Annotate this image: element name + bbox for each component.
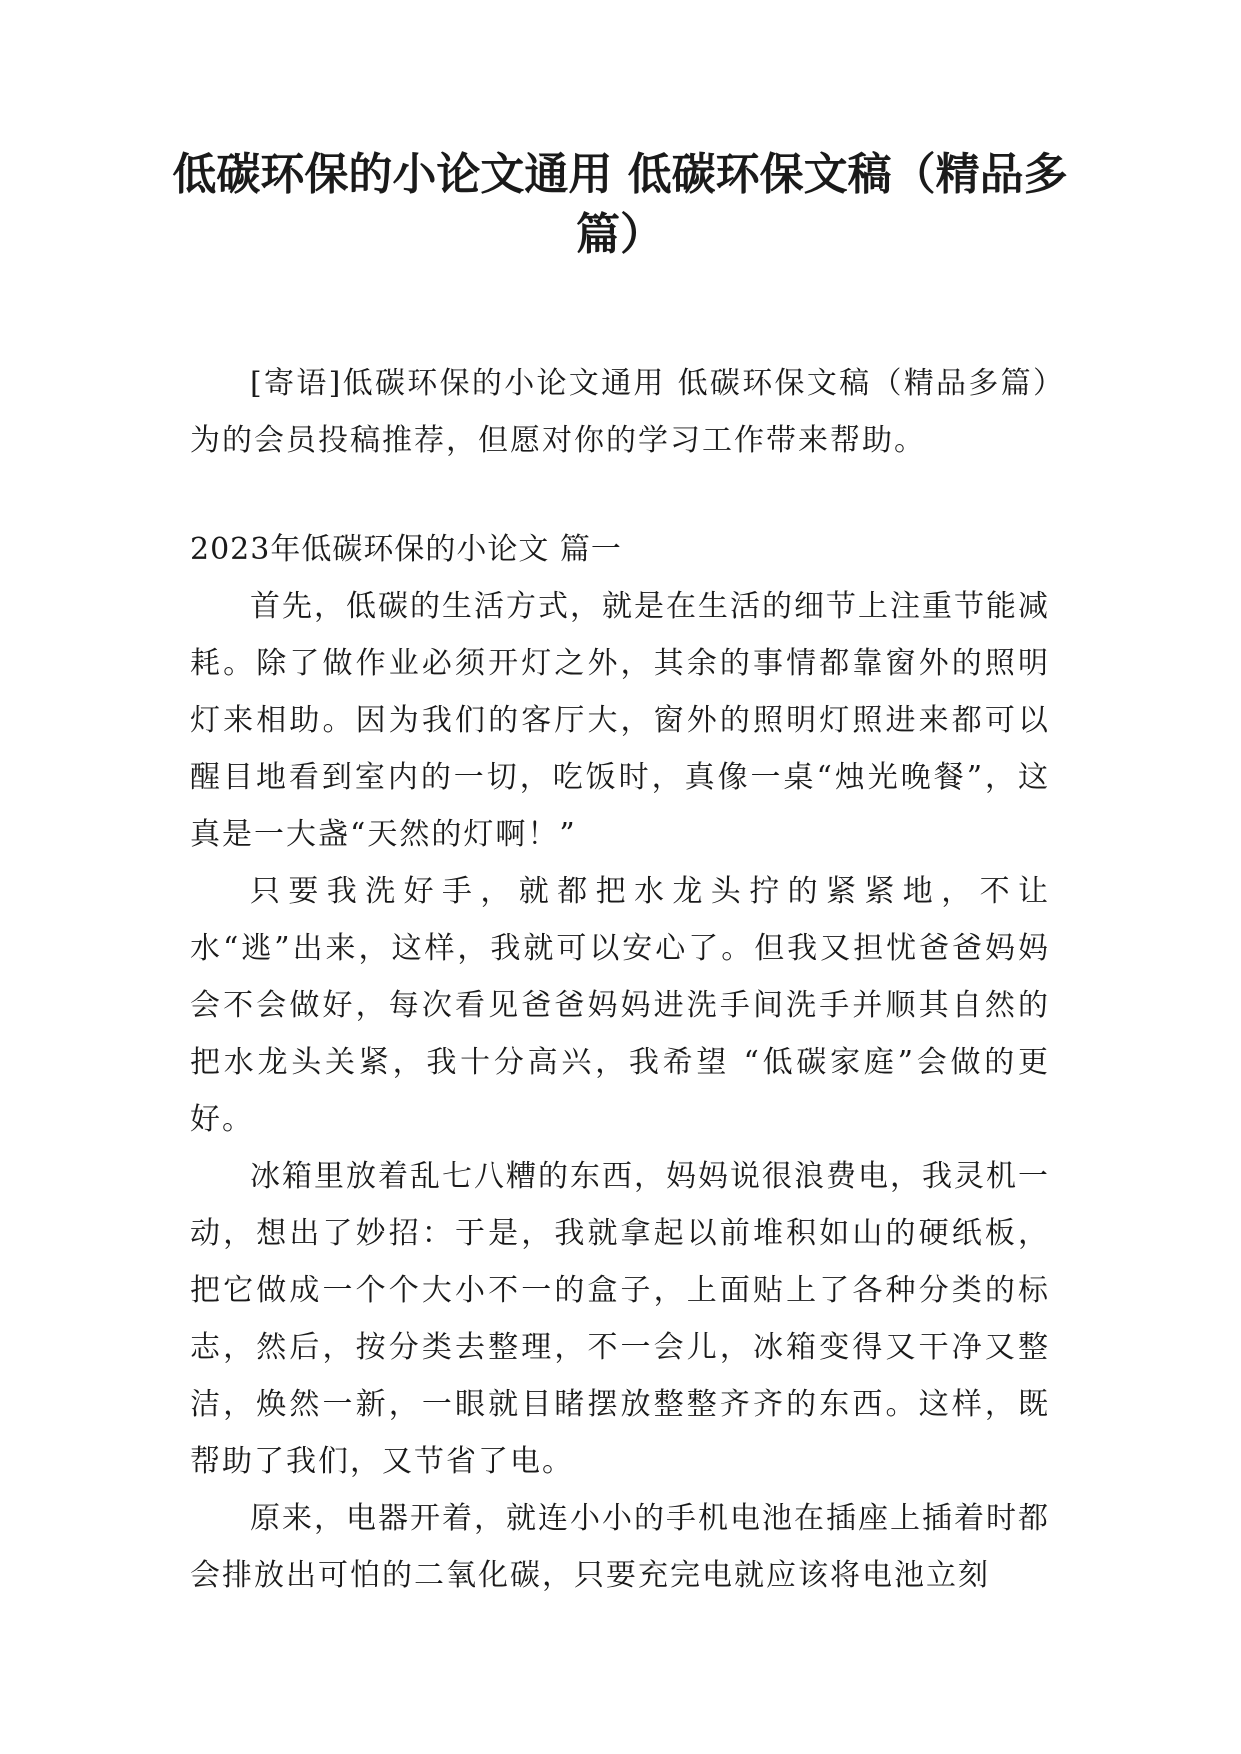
body-paragraph: 冰箱里放着乱七八糟的东西，妈妈说很浪费电，我灵机一动，想出了妙招：于是，我就拿起以前堆积如山的硬纸板，把它做成一个个大小不一的盒子，上面贴上了各种分类的标志，然后，按分类去整理，不一会儿，冰箱变得又干净又整洁，焕然一新，一眼就目睹摆放整整齐齐的东西。这样，既帮助了我们，又节省了电。 — [190, 1159, 1050, 1479]
body-paragraph: 首先，低碳的生活方式，就是在生活的细节上注重节能减耗。除了做作业必须开灯之外，其余的事情都靠窗外的照明灯来相助。因为我们的客厅大，窗外的照明灯照进来都可以醒目地看到室内的一切，吃饭时，真像一桌“烛光晚餐”，这真是一大盏“天然的灯啊！” — [190, 589, 1050, 852]
section-heading: 2023年低碳环保的小论文 篇一 — [190, 532, 622, 567]
document-body — [190, 355, 1050, 1604]
document-title: 低碳环保的小论文通用 低碳环保文稿（精品多篇） — [172, 149, 1068, 260]
lead-paragraph: [寄语]低碳环保的小论文通用 低碳环保文稿（精品多篇）为的会员投稿推荐，但愿对你的学习工作带来帮助。 — [190, 366, 1050, 458]
body-paragraph: 只要我洗好手，就都把水龙头拧的紧紧地，不让水“逃”出来，这样，我就可以安心了。但我又担忧爸爸妈妈会不会做好，每次看见爸爸妈妈进洗手间洗手并顺其自然的把水龙头关紧，我十分高兴，我希望 “低碳家庭”会做的更好。 — [190, 874, 1050, 1137]
body-paragraph: 原来，电器开着，就连小小的手机电池在插座上插着时都会排放出可怕的二氧化碳，只要充完电就应该将电池立刻 — [190, 1501, 1050, 1593]
